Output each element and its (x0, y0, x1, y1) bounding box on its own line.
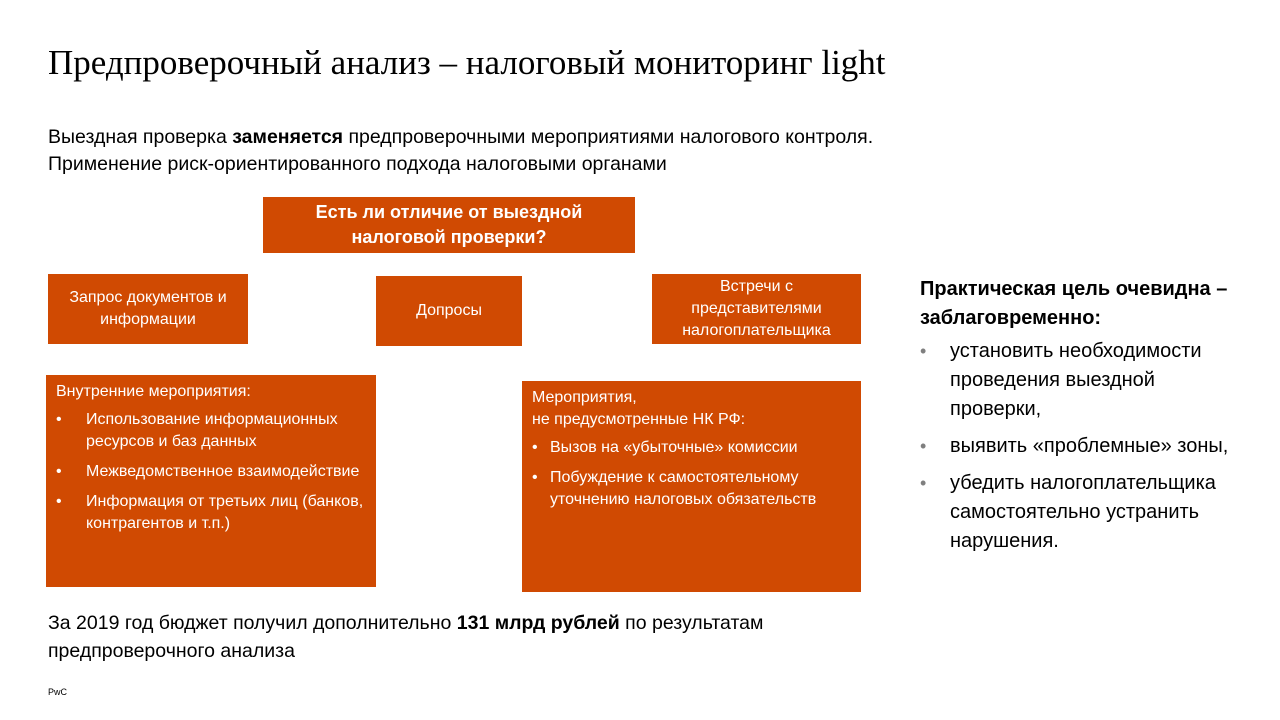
internal-measures-list (56, 409, 366, 535)
intro-line-1: Выездная проверка заменяется предпроверочными мероприятиями налогового контроля. (48, 126, 874, 148)
interrogations-label: Допросы (416, 302, 482, 319)
bullet: • (532, 439, 538, 456)
list-item: • Побуждение к самостоятельному уточнению налоговых обязательств (532, 469, 817, 508)
non-tax-code-measures-heading: Мероприятия, не предусмотренные НК РФ: (532, 389, 746, 428)
internal-measures-box (46, 375, 376, 587)
list-item: • Информация от третьих лиц (банков, контрагентов и т.п.) (56, 493, 364, 532)
slide-title: Предпроверочный анализ – налоговый мониторинг light (48, 43, 886, 82)
bullet: • (56, 463, 62, 480)
budget-amount: 131 млрд рублей (456, 612, 620, 634)
budget-result-text: За 2019 год бюджет получил дополнительно 131 млрд рублей по результатам предпроверочного анализа (48, 612, 764, 662)
list-item: • выявить «проблемные» зоны, (920, 432, 1240, 461)
practical-goal-panel (920, 275, 1240, 564)
interrogations-box (376, 276, 522, 346)
bullet: • (56, 493, 62, 510)
intro-emphasis: заменяется (232, 126, 344, 148)
bullet: • (920, 436, 927, 456)
meetings-box (652, 274, 861, 344)
bullet: • (56, 411, 62, 428)
practical-goal-title: Практическая цель очевидна – заблаговременно: (920, 278, 1228, 329)
question-text: Есть ли отличие от выездной налоговой проверки? (315, 202, 583, 247)
internal-measures-heading: Внутренние мероприятия: (56, 383, 251, 400)
documents-request-label: Запрос документов и информации (69, 289, 227, 328)
bullet: • (920, 341, 927, 361)
intro-line-2: Применение риск-ориентированного подхода налоговыми органами (48, 153, 667, 175)
question-box (263, 197, 635, 253)
list-item: • Межведомственное взаимодействие (56, 461, 366, 483)
non-tax-code-measures-list (532, 437, 851, 511)
list-item: • Вызов на «убыточные» комиссии (532, 437, 851, 459)
meetings-label: Встречи с представителями налогоплательщика (682, 278, 831, 339)
bullet: • (920, 473, 927, 493)
bullet: • (532, 469, 538, 486)
intro-text (48, 124, 1148, 178)
documents-request-box (48, 274, 248, 344)
footer-brand: PwC (48, 687, 68, 697)
list-item: • убедить налогоплательщика самостоятельно устранить нарушения. (920, 469, 1240, 556)
practical-goal-list (920, 337, 1240, 556)
list-item: • Использование информационных ресурсов и баз данных (56, 411, 338, 450)
list-item: • установить необходимости проведения выездной проверки, (920, 337, 1240, 424)
non-tax-code-measures-box (522, 381, 861, 592)
